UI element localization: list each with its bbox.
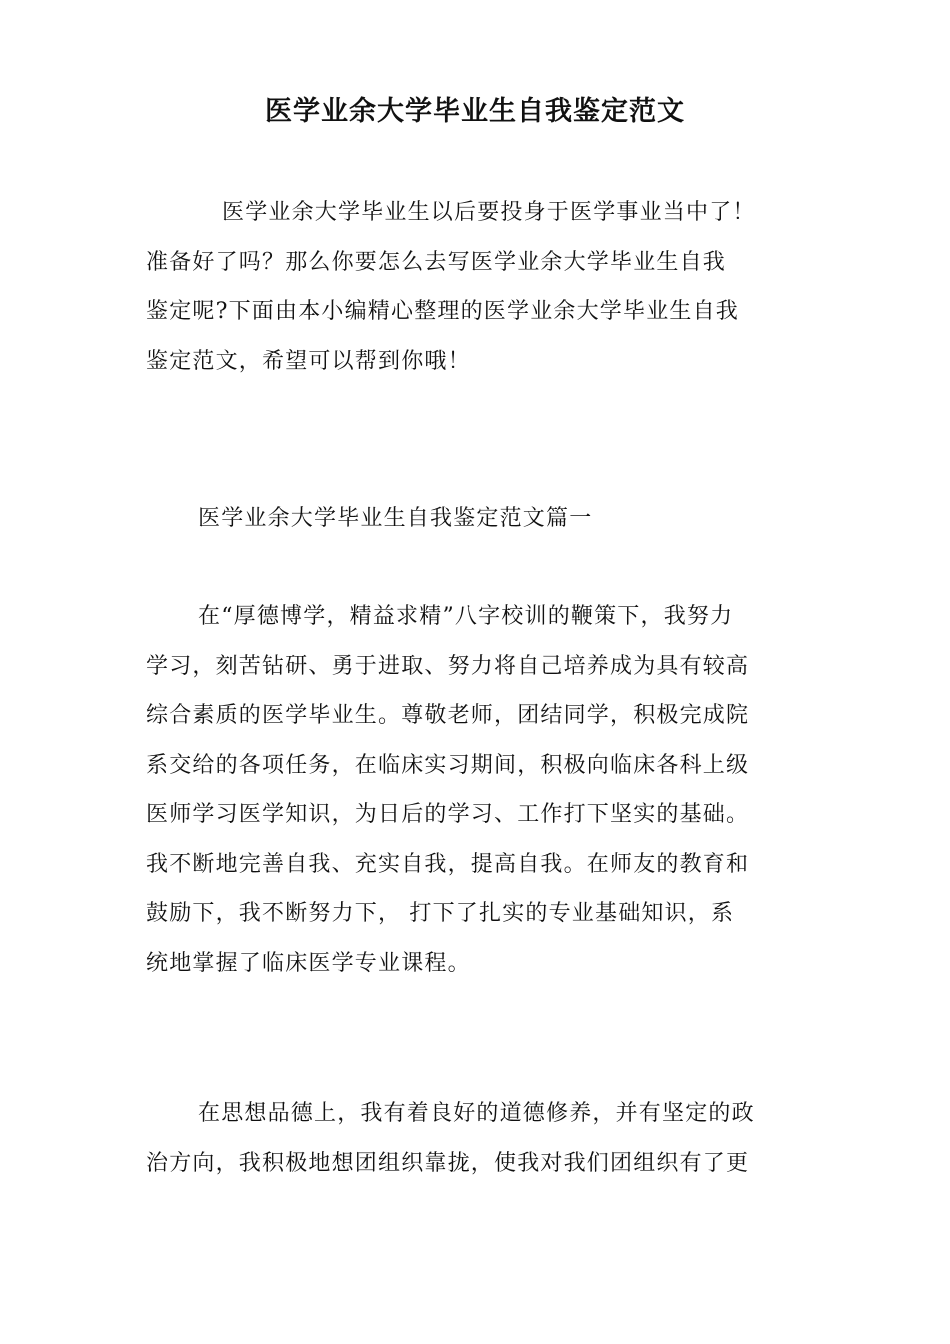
paragraph-line: 系交给的各项任务，在临床实习期间，积极向临床各科上级 — [146, 752, 750, 778]
paragraph-line: 在“厚德博学，精益求精”八字校训的鞭策下，我努力 — [198, 604, 734, 629]
paragraph-line: 统地掌握了临床医学专业课程。 — [146, 950, 471, 976]
paragraph-line: 医师学习医学知识，为日后的学习、工作打下坚实的基础。 — [146, 802, 750, 827]
document-title: 医学业余大学毕业生自我鉴定范文 — [265, 96, 685, 127]
intro-paragraph — [146, 188, 806, 386]
body-paragraph-2 — [146, 1089, 806, 1188]
section-heading: 医学业余大学毕业生自我鉴定范文篇一 — [198, 506, 593, 531]
paragraph-line: 综合素质的医学毕业生。尊敬老师，团结同学，积极完成院 — [146, 703, 750, 728]
intro-line: 医学业余大学毕业生以后要投身于医学事业当中了！ — [222, 200, 756, 225]
paragraph-line: 鼓励下，我不断努力下， 打下了扎实的专业基础知识，系 — [146, 901, 735, 926]
intro-line: 鉴定范文，希望可以帮到你哦！ — [146, 348, 471, 374]
paragraph-line: 学习，刻苦钻研、勇于进取、努力将自己培养成为具有较高 — [146, 653, 750, 679]
paragraph-line: 我不断地完善自我、充实自我，提高自我。在师友的教育和 — [146, 851, 750, 877]
intro-line: 鉴定呢?下面由本小编精心整理的医学业余大学毕业生自我 — [146, 299, 739, 324]
paragraph-line: 治方向，我积极地想团组织靠拢，使我对我们团组织有了更 — [146, 1150, 750, 1176]
paragraph-line: 在思想品德上，我有着良好的道德修养，并有坚定的政 — [198, 1101, 755, 1126]
intro-line: 准备好了吗？那么你要怎么去写医学业余大学毕业生自我 — [146, 249, 727, 275]
body-paragraph-1 — [146, 592, 806, 988]
